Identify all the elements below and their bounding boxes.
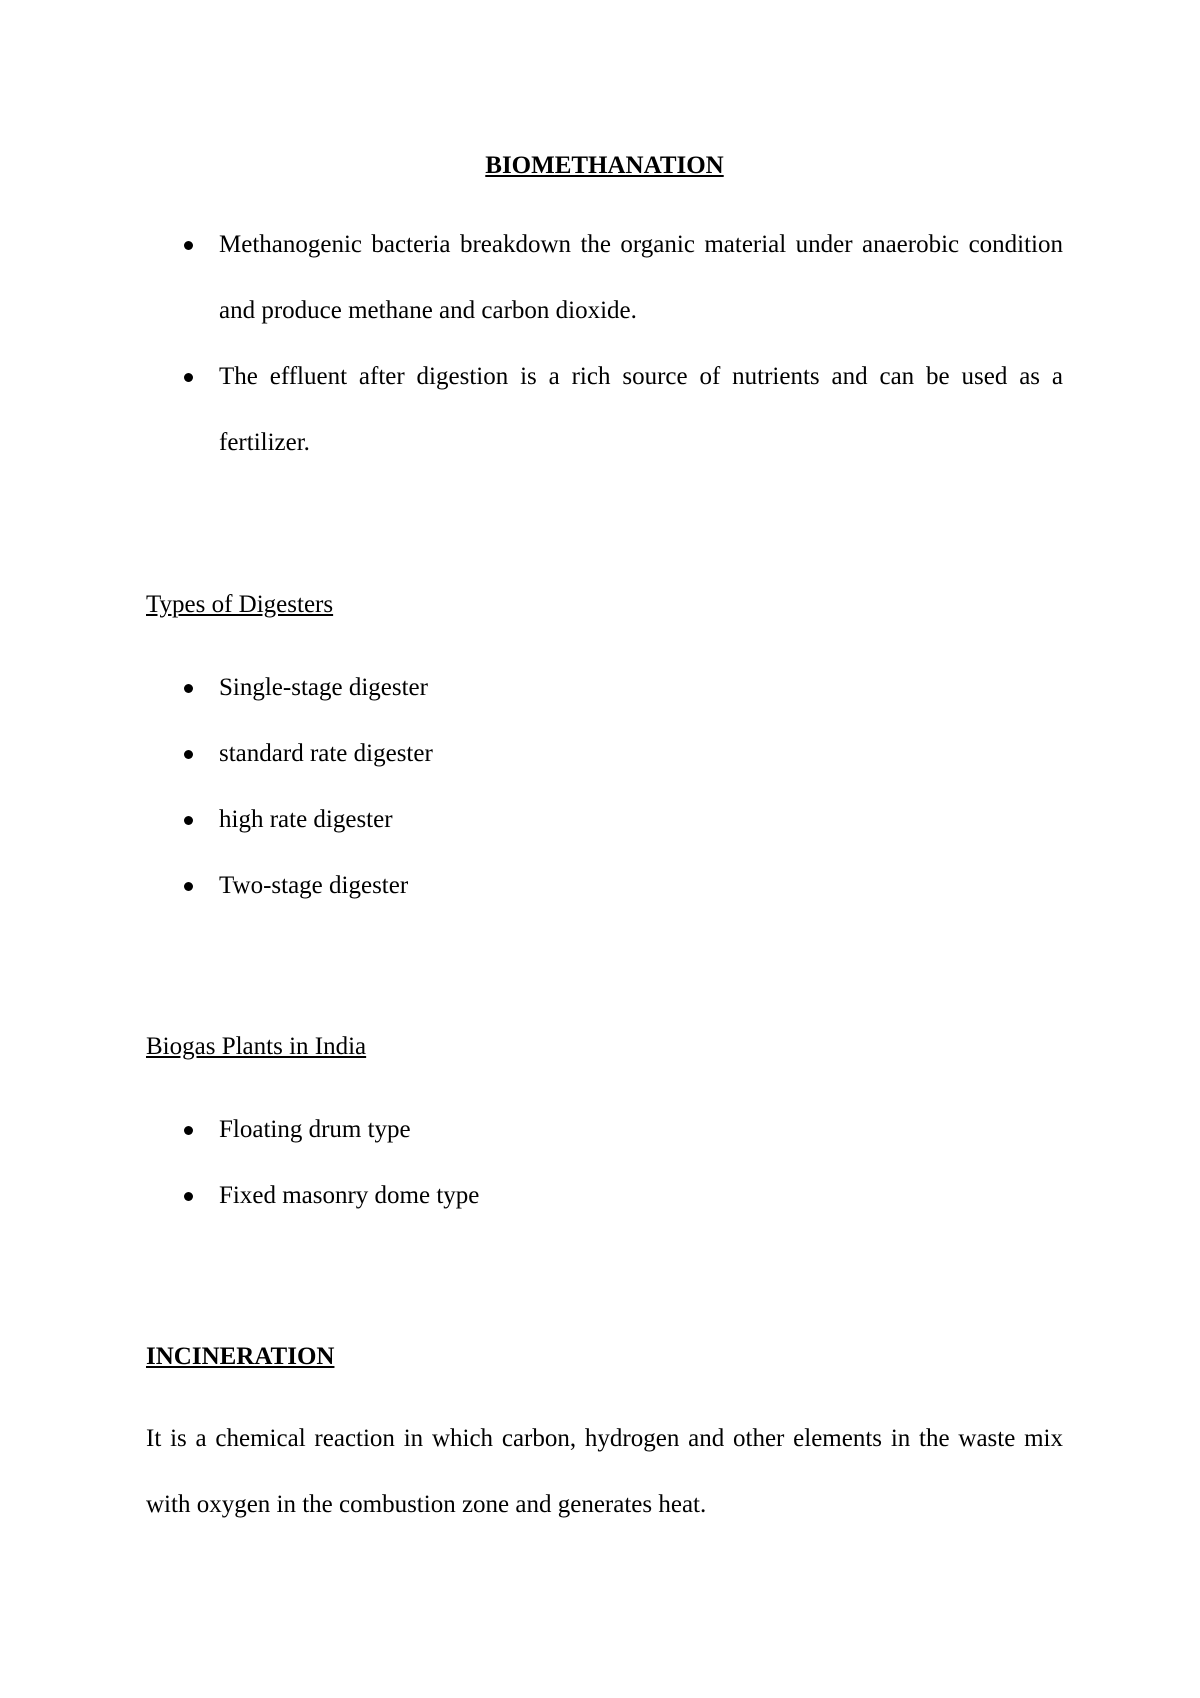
bullet-text: Single-stage digester <box>219 674 428 701</box>
list-item <box>146 1163 1063 1229</box>
list-item <box>146 787 1063 853</box>
bullet-icon <box>184 1126 193 1135</box>
list-item <box>146 721 1063 787</box>
list-item <box>146 212 1063 344</box>
biogas-plants-list <box>146 1097 1063 1229</box>
bullet-icon <box>184 816 193 825</box>
bullet-text: standard rate digester <box>219 740 433 767</box>
bullet-icon <box>184 1192 193 1201</box>
bullet-text: Fixed masonry dome type <box>219 1182 480 1209</box>
bullet-text: Two-stage digester <box>219 872 409 899</box>
digesters-heading: Types of Digesters <box>146 591 334 618</box>
bullet-icon <box>184 684 193 693</box>
bullet-text: Methanogenic bacteria breakdown the organic material under anaerobic condition and produce methane and carbon dioxide. <box>219 231 1063 324</box>
bullet-icon <box>184 241 193 250</box>
intro-bullet-list <box>146 212 1063 476</box>
list-item <box>146 344 1063 476</box>
document-title: BIOMETHANATION <box>485 152 724 179</box>
incineration-paragraph: It is a chemical reaction in which carbon, hydrogen and other elements in the waste mix with oxygen in the combustion zone and generates heat. <box>146 1425 1063 1518</box>
bullet-icon <box>184 750 193 759</box>
list-item <box>146 1097 1063 1163</box>
list-item <box>146 655 1063 721</box>
list-item <box>146 853 1063 919</box>
bullet-icon <box>184 882 193 891</box>
bullet-text: high rate digester <box>219 806 393 833</box>
bullet-icon <box>184 373 193 382</box>
bullet-text: Floating drum type <box>219 1116 411 1143</box>
biogas-plants-heading: Biogas Plants in India <box>146 1033 367 1060</box>
incineration-heading: INCINERATION <box>146 1343 335 1370</box>
digesters-list <box>146 655 1063 919</box>
bullet-text: The effluent after digestion is a rich source of nutrients and can be used as a fertilizer. <box>219 363 1063 456</box>
